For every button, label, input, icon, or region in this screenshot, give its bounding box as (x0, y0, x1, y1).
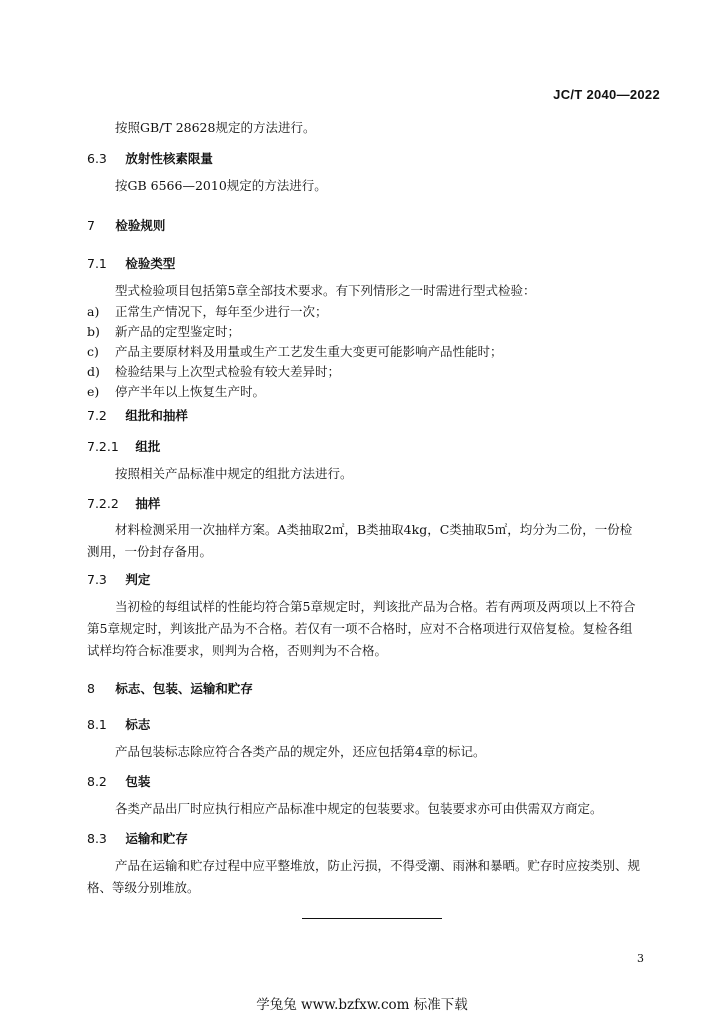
section-title: 放射性核素限量 (125, 151, 213, 166)
section-title: 检验类型 (125, 256, 176, 271)
paragraph-8-1: 产品包装标志除应符合各类产品的规定外，还应包括第4章的标记。 (115, 744, 486, 759)
paragraph-7-2-1: 按照相关产品标准中规定的组批方法进行。 (115, 466, 353, 481)
list-label: b) (87, 324, 100, 339)
section-number: 7.1 (87, 256, 107, 271)
section-7-2-2-heading (87, 494, 160, 512)
section-7-1-heading (87, 254, 175, 272)
list-item (87, 382, 503, 402)
list-text: 新产品的定型鉴定时； (115, 324, 241, 339)
section-8-2-heading (87, 772, 150, 790)
list-item (87, 322, 503, 342)
section-title: 标志、包装、运输和贮存 (115, 681, 253, 696)
paragraph-8-2: 各类产品出厂时应执行相应产品标准中规定的包装要求。包装要求亦可由供需双方商定。 (115, 801, 603, 816)
section-title: 标志 (125, 717, 151, 732)
section-8-heading (87, 679, 253, 697)
list-item (87, 342, 503, 362)
list-text: 停产半年以上恢复生产时。 (115, 384, 266, 399)
paragraph-7-1: 型式检验项目包括第5章全部技术要求。有下列情形之一时需进行型式检验： (115, 283, 536, 298)
section-7-3-heading (87, 570, 150, 588)
standard-number: JC/T 2040—2022 (553, 87, 660, 102)
list-label: c) (87, 344, 99, 359)
list-text: 产品主要原材料及用量或生产工艺发生重大变更可能影响产品性能时； (115, 344, 503, 359)
paragraph-7-3: 当初检的每组试样的性能均符合第5章规定时，判该批产品为合格。若有两项及两项以上不符合第5章规定时，判该批产品为不合格。若仅有一项不合格时，应对不合格项进行双倍复检。复检各组试样均符合标准要求，则判为合格，否则判为不合格。 (87, 599, 636, 658)
section-number: 7 (87, 218, 95, 233)
list-label: d) (87, 364, 100, 379)
section-7-2-heading (87, 406, 188, 424)
paragraph-6-3: 按GB 6566—2010规定的方法进行。 (115, 178, 327, 193)
section-7-2-1-heading (87, 437, 160, 455)
section-number: 7.2.2 (87, 496, 119, 511)
section-8-1-heading (87, 715, 150, 733)
section-number: 7.3 (87, 572, 107, 587)
section-number: 8.2 (87, 774, 107, 789)
section-number: 6.3 (87, 151, 107, 166)
section-number: 8.1 (87, 717, 107, 732)
end-rule (302, 918, 442, 919)
paragraph-8-3: 产品在运输和贮存过程中应平整堆放，防止污损，不得受潮、雨淋和暴晒。贮存时应按类别、规格、等级分别堆放。 (87, 858, 641, 895)
list-item (87, 302, 503, 322)
section-title: 判定 (125, 572, 151, 587)
section-number: 7.2.1 (87, 439, 119, 454)
list-text: 正常生产情况下，每年至少进行一次； (115, 304, 328, 319)
section-8-3-heading (87, 829, 188, 847)
section-title: 检验规则 (115, 218, 166, 233)
section-number: 8.3 (87, 831, 107, 846)
section-title: 组批和抽样 (125, 408, 188, 423)
inspection-case-list (87, 302, 503, 402)
paragraph-6-2-method: 按照GB/T 28628规定的方法进行。 (115, 120, 316, 135)
paragraph-7-2-2: 材料检测采用一次抽样方案。A类抽取2㎡，B类抽取4kg，C类抽取5㎡，均分为二份，一份检测用，一份封存备用。 (87, 522, 633, 559)
section-title: 抽样 (135, 496, 161, 511)
section-6-3-heading (87, 149, 213, 167)
page-number: 3 (637, 952, 644, 965)
list-label: e) (87, 384, 100, 399)
section-title: 组批 (135, 439, 161, 454)
list-label: a) (87, 304, 100, 319)
section-number: 7.2 (87, 408, 107, 423)
footer-watermark: 学兔兔 www.bzfxw.com 标准下载 (256, 997, 468, 1013)
section-7-heading (87, 216, 165, 234)
list-text: 检验结果与上次型式检验有较大差异时； (115, 364, 341, 379)
list-item (87, 362, 503, 382)
section-title: 包装 (125, 774, 151, 789)
section-title: 运输和贮存 (125, 831, 188, 846)
section-number: 8 (87, 681, 95, 696)
